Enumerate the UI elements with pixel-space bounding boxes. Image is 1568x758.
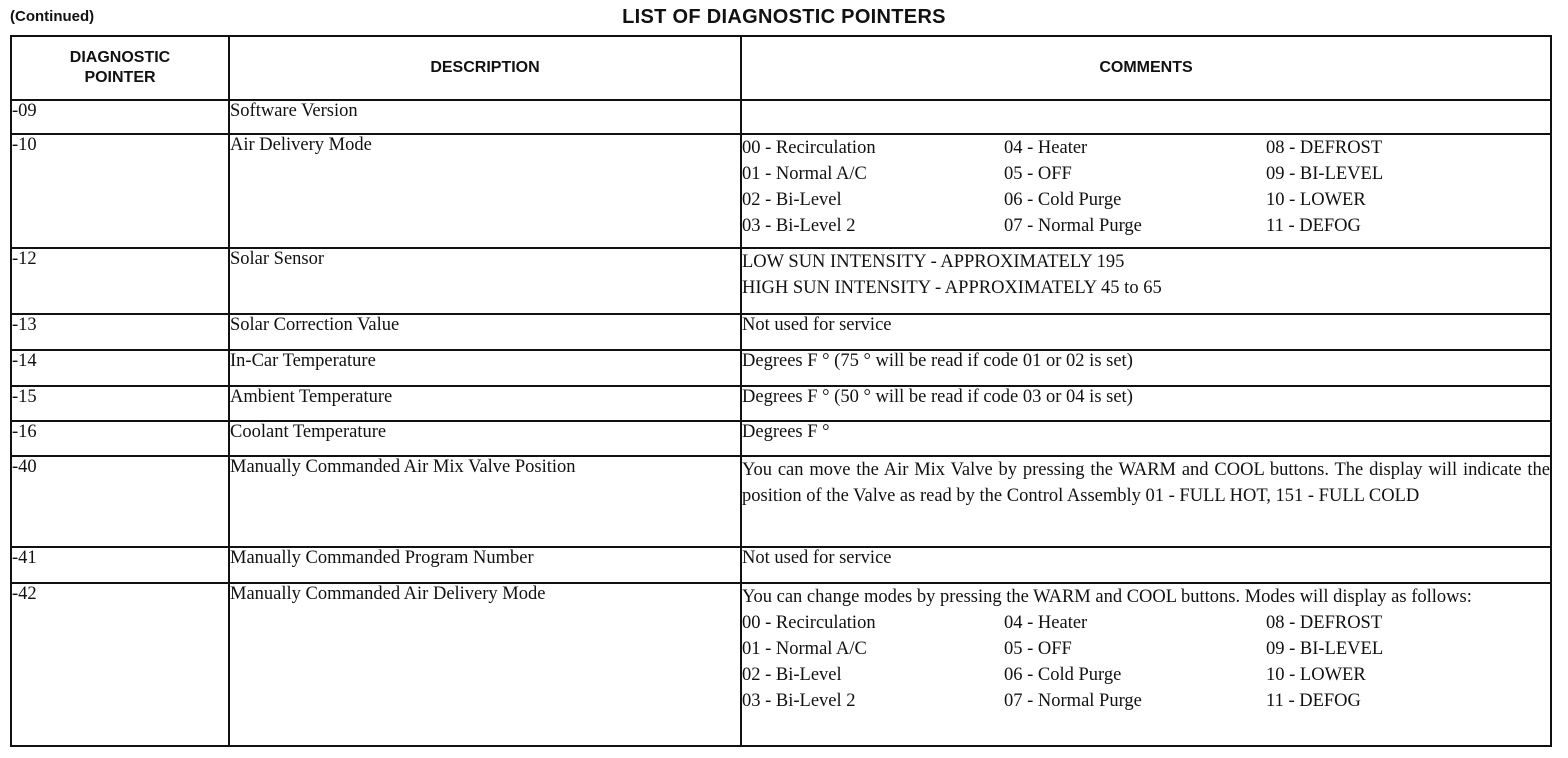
- header-description: DESCRIPTION: [229, 36, 741, 100]
- table-row: [11, 456, 1551, 547]
- mode-item: 04 - Heater: [1004, 138, 1088, 158]
- description-cell: Air Delivery Mode: [229, 134, 741, 248]
- pointer-cell: -16: [11, 421, 229, 456]
- header-comments: COMMENTS: [741, 36, 1551, 100]
- comment-line: HIGH SUN INTENSITY - APPROXIMATELY 45 to 65: [742, 278, 1162, 298]
- description-cell: Software Version: [229, 100, 741, 134]
- pointer-cell: -14: [11, 350, 229, 386]
- mode-list: [742, 135, 1550, 239]
- mode-item: 00 - Recirculation: [742, 138, 876, 158]
- pointer-cell: -40: [11, 456, 229, 547]
- description-cell: Solar Correction Value: [229, 314, 741, 350]
- page-title: LIST OF DIAGNOSTIC POINTERS: [622, 6, 946, 28]
- header-pointer-line: POINTER: [84, 69, 156, 86]
- description-cell: Solar Sensor: [229, 248, 741, 314]
- mode-item: 11 - DEFOG: [1266, 691, 1361, 711]
- mode-item: 00 - Recirculation: [742, 613, 876, 633]
- mode-item: 06 - Cold Purge: [1004, 190, 1122, 210]
- mode-item: 11 - DEFOG: [1266, 216, 1361, 236]
- description-cell: Ambient Temperature: [229, 386, 741, 421]
- mode-item: 08 - DEFROST: [1266, 138, 1383, 158]
- pointer-cell: -10: [11, 134, 229, 248]
- header-pointer-line: DIAGNOSTIC: [69, 49, 171, 66]
- mode-item: 08 - DEFROST: [1266, 613, 1383, 633]
- pointer-cell: -42: [11, 583, 229, 746]
- table-row: [11, 314, 1551, 350]
- description-cell: Coolant Temperature: [229, 421, 741, 456]
- continued-label: (Continued): [10, 8, 95, 25]
- description-cell: In-Car Temperature: [229, 350, 741, 386]
- mode-item: 01 - Normal A/C: [742, 639, 867, 659]
- comment-text: You can change modes by pressing the WARM and COOL buttons. Modes will display as follows:: [742, 587, 1472, 607]
- mode-item: 04 - Heater: [1004, 613, 1088, 633]
- mode-item: 03 - Bi-Level 2: [742, 216, 856, 236]
- comment-cell: Not used for service: [741, 547, 1551, 583]
- mode-item: 02 - Bi-Level: [742, 190, 842, 210]
- mode-item: 01 - Normal A/C: [742, 164, 867, 184]
- diagnostic-pointers-table: [10, 35, 1552, 747]
- comment-line: LOW SUN INTENSITY - APPROXIMATELY 195: [742, 252, 1125, 272]
- mode-item: 05 - OFF: [1004, 639, 1072, 659]
- mode-list: [742, 610, 1550, 714]
- table-row: [11, 248, 1551, 314]
- mode-item: 07 - Normal Purge: [1004, 216, 1142, 236]
- table-row: [11, 583, 1551, 746]
- table-header-row: [11, 36, 1551, 100]
- comment-cell: Degrees F ° (50 ° will be read if code 03 or 04 is set): [741, 386, 1551, 421]
- mode-item: 09 - BI-LEVEL: [1266, 639, 1384, 659]
- table-row: [11, 386, 1551, 421]
- pointer-cell: -09: [11, 100, 229, 134]
- comment-text: You can move the Air Mix Valve by pressing the WARM and COOL buttons. The display will indicate the position of the Valve as read by the Control Assembly 01 - FULL HOT, 151 - FULL COLD: [742, 460, 1550, 506]
- table-row: [11, 350, 1551, 386]
- table-row: [11, 547, 1551, 583]
- mode-item: 10 - LOWER: [1266, 665, 1366, 685]
- pointer-cell: -13: [11, 314, 229, 350]
- comment-cell: [741, 456, 1551, 547]
- description-cell: Manually Commanded Program Number: [229, 547, 741, 583]
- header-pointer: [11, 36, 229, 100]
- comment-cell: Degrees F °: [741, 421, 1551, 456]
- table-row: [11, 100, 1551, 134]
- pointer-cell: -15: [11, 386, 229, 421]
- table-row: [11, 421, 1551, 456]
- comment-cell: Not used for service: [741, 314, 1551, 350]
- pointer-cell: -12: [11, 248, 229, 314]
- mode-item: 06 - Cold Purge: [1004, 665, 1122, 685]
- mode-item: 02 - Bi-Level: [742, 665, 842, 685]
- mode-item: 07 - Normal Purge: [1004, 691, 1142, 711]
- description-cell: Manually Commanded Air Mix Valve Position: [229, 456, 741, 547]
- comment-cell: [741, 100, 1551, 134]
- comment-cell: [741, 134, 1551, 248]
- comment-cell: [741, 248, 1551, 314]
- pointer-cell: -41: [11, 547, 229, 583]
- description-cell: Manually Commanded Air Delivery Mode: [229, 583, 741, 746]
- comment-cell: Degrees F ° (75 ° will be read if code 01 or 02 is set): [741, 350, 1551, 386]
- comment-cell: [741, 583, 1551, 746]
- table-row: [11, 134, 1551, 248]
- mode-item: 03 - Bi-Level 2: [742, 691, 856, 711]
- mode-item: 05 - OFF: [1004, 164, 1072, 184]
- mode-item: 10 - LOWER: [1266, 190, 1366, 210]
- mode-item: 09 - BI-LEVEL: [1266, 164, 1384, 184]
